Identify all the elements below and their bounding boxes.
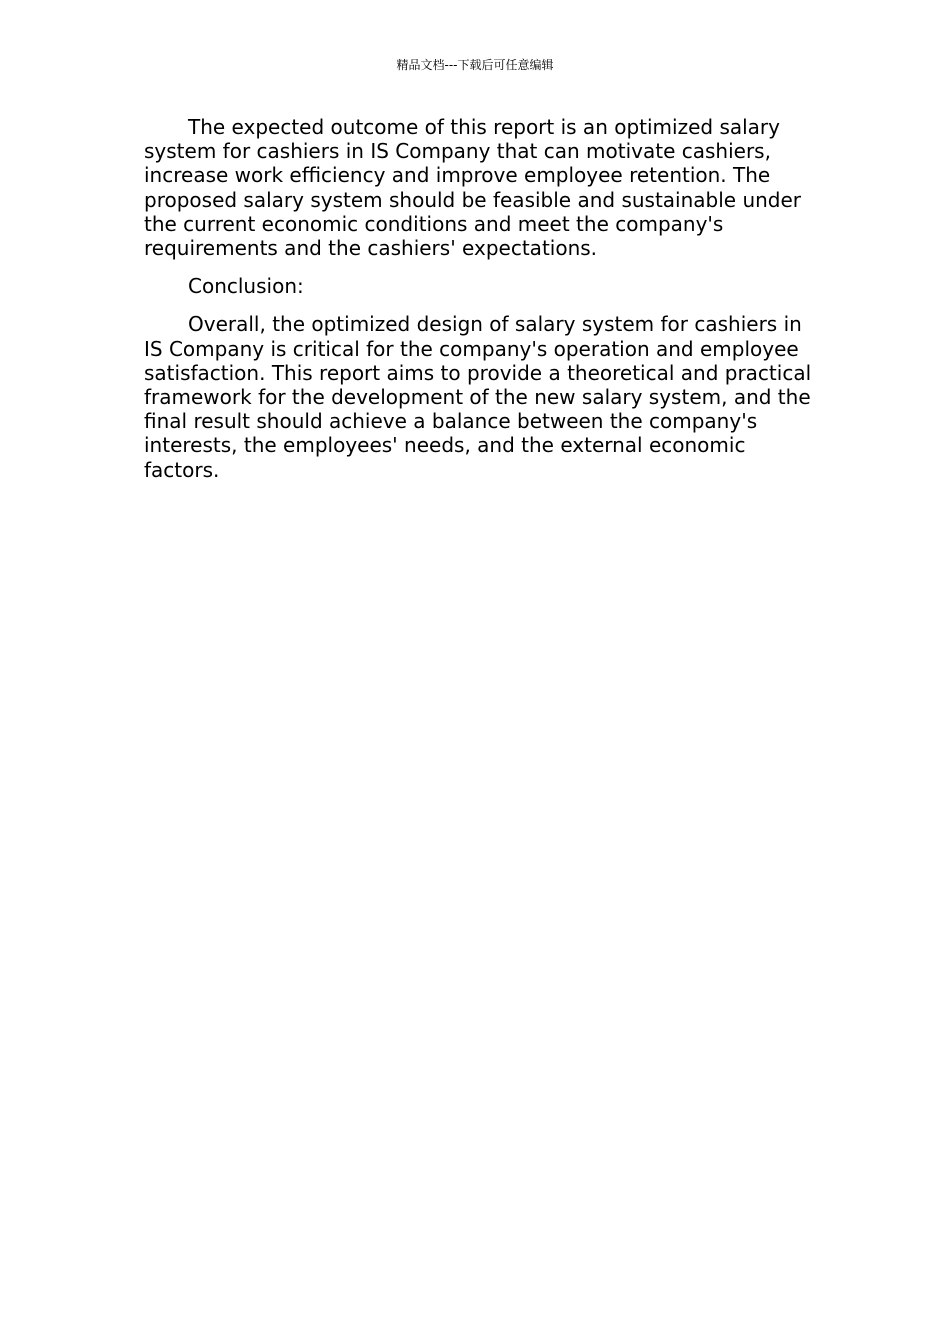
conclusion-heading: Conclusion: bbox=[188, 274, 304, 299]
page-header: 精品文档---下载后可任意编辑 bbox=[396, 58, 554, 72]
expected-outcome-paragraph: The expected outcome of this report is an optimized salary system for cashiers in IS Company that can motivate cashiers, increase work efficiency and improve employee retention. The proposed salary system should be feasible and sustainable under the current economic conditions and meet the company's requirements and the cashiers' expectations. bbox=[144, 115, 802, 261]
conclusion-paragraph: Overall, the optimized design of salary system for cashiers in IS Company is critical for the company's operation and employee satisfaction. This report aims to provide a theoretical and practical framework for the development of the new salary system, and the final result should achieve a balance between the company's interests, the employees' needs, and the external economic factors. bbox=[144, 312, 812, 482]
document-body bbox=[144, 115, 812, 496]
